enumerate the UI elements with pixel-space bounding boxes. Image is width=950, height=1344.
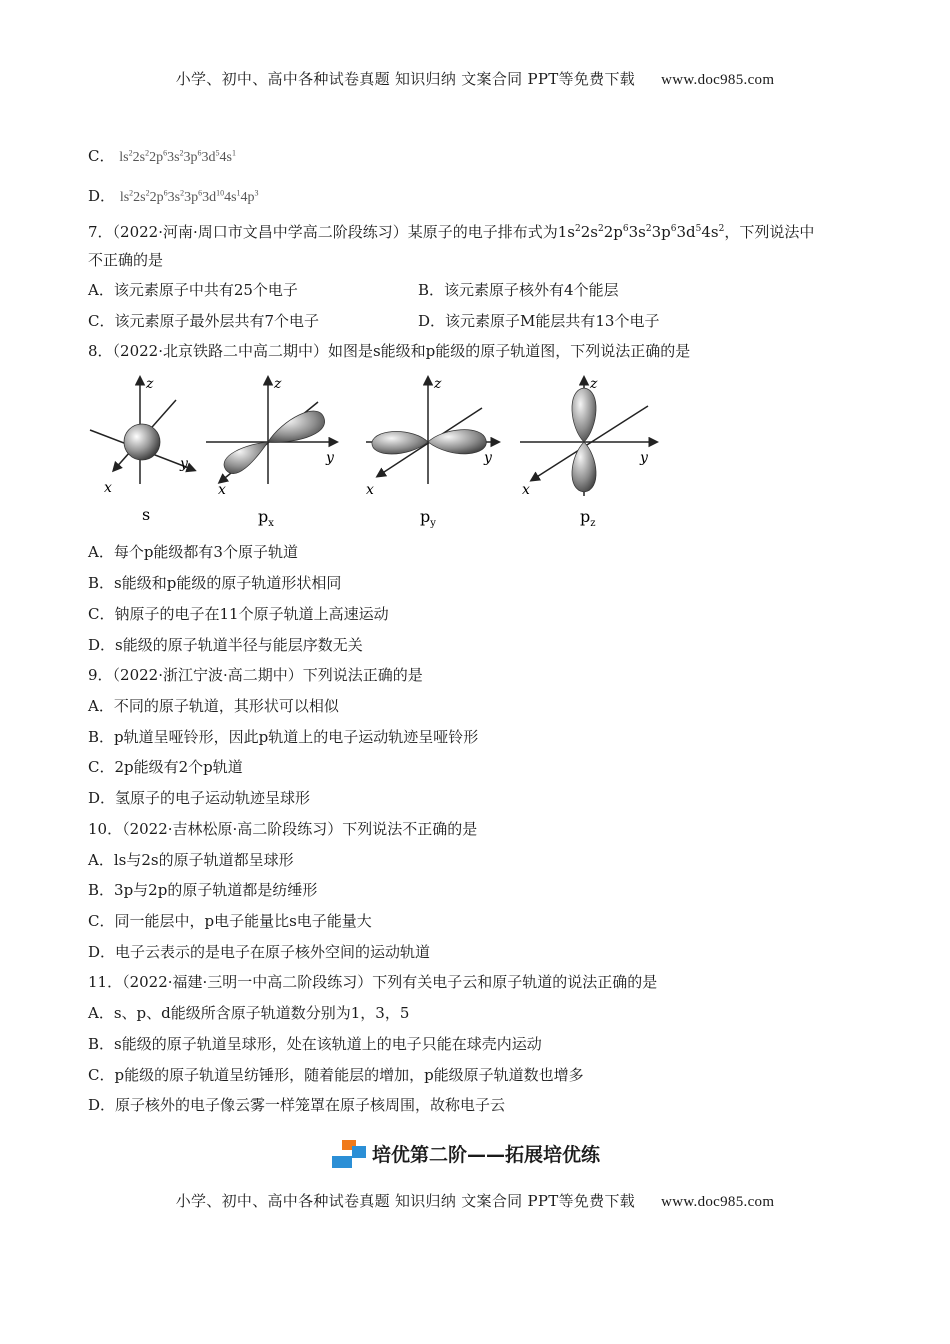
q10-stem: 10．（2022·吉林松原·高二阶段练习）下列说法不正确的是 bbox=[88, 820, 478, 838]
q9-option-d[interactable]: D．氢原子的电子运动轨迹呈球形 bbox=[88, 789, 311, 807]
q9-option-b[interactable]: B．p轨道呈哑铃形，因此p轨道上的电子运动轨迹呈哑铃形 bbox=[88, 728, 479, 746]
py-axis-z: z bbox=[434, 376, 442, 392]
pz-axis-y: y bbox=[640, 450, 648, 466]
pz-label: $p_z$ bbox=[580, 507, 596, 529]
q6-option-d[interactable]: D． $ls^22s^22p^63s^23p^63d^{10}4s^14p^3$ bbox=[88, 187, 259, 205]
pz-axis-z: z bbox=[590, 376, 598, 392]
px-orbital bbox=[206, 376, 336, 529]
q11-option-c[interactable]: C．p能级的原子轨道呈纺锤形，随着能层的增加，p能级原子轨道数也增多 bbox=[88, 1066, 584, 1084]
q11-option-a[interactable]: A．s、p、d能级所含原子轨道数分别为1，3，5 bbox=[88, 1004, 410, 1022]
py-orbital bbox=[366, 376, 498, 529]
px-axis-x: x bbox=[218, 482, 226, 498]
q8-option-a[interactable]: A．每个p能级都有3个原子轨道 bbox=[88, 543, 298, 561]
pz-orbital bbox=[520, 376, 656, 529]
s-axis-z: z bbox=[146, 376, 154, 392]
q10-option-b[interactable]: B．3p与2p的原子轨道都是纺缍形 bbox=[88, 881, 318, 899]
py-axis-x: x bbox=[366, 482, 374, 498]
q11-option-b[interactable]: B．s能级的原子轨道呈球形，处在该轨道上的电子只能在球壳内运动 bbox=[88, 1035, 542, 1053]
orbital-figure bbox=[86, 372, 666, 532]
q6-option-c-formula: $ls^22s^22p^63s^23p^63d^54s^1$ bbox=[119, 148, 236, 165]
q8-option-b[interactable]: B．s能级和p能级的原子轨道形状相同 bbox=[88, 574, 342, 592]
q9-option-c[interactable]: C．2p能级有2个p轨道 bbox=[88, 758, 243, 776]
q7-stem: 7．（2022·河南·周口市文昌中学高二阶段练习）某原子的电子排布式为$1s^22s^22p^63s^23p^63d^54s^2$，下列说法中 bbox=[88, 223, 815, 241]
s-label: s bbox=[142, 505, 151, 524]
py-label: $p_y$ bbox=[420, 507, 436, 529]
section-title: 培优第二阶——拓展培优练 bbox=[372, 1144, 601, 1166]
q6-option-c[interactable]: C． $ls^22s^22p^63s^23p^63d^54s^1$ bbox=[88, 147, 236, 165]
page-header bbox=[0, 68, 950, 89]
q10-option-c[interactable]: C．同一能层中，p电子能量比s电子能量大 bbox=[88, 912, 372, 930]
q7-option-b[interactable]: B．该元素原子核外有4个能层 bbox=[418, 281, 619, 299]
q7-option-a[interactable]: A．该元素原子中共有25个电子 bbox=[88, 281, 298, 299]
q6-option-d-formula: $ls^22s^22p^63s^23p^63d^{10}4s^14p^3$ bbox=[119, 188, 259, 205]
q7-option-c[interactable]: C．该元素原子最外层共有7个电子 bbox=[88, 312, 320, 330]
q8-stem: 8．（2022·北京铁路二中高二期中）如图是s能级和p能级的原子轨道图，下列说法正确的是 bbox=[88, 342, 691, 360]
s-axis-x: x bbox=[104, 480, 112, 496]
q11-option-d[interactable]: D．原子核外的电子像云雾一样笼罩在原子核周围，故称电子云 bbox=[88, 1096, 506, 1114]
q10-option-d[interactable]: D．电子云表示的是电子在原子核外空间的运动轨道 bbox=[88, 943, 431, 961]
py-axis-y: y bbox=[484, 450, 492, 466]
q8-option-c[interactable]: C．钠原子的电子在11个原子轨道上高速运动 bbox=[88, 605, 389, 623]
px-axis-z: z bbox=[274, 376, 282, 392]
section-logo-icon bbox=[330, 1138, 368, 1172]
q7-formula: $1s^22s^22p^63s^23p^63d^54s^2$ bbox=[557, 223, 725, 241]
s-orbital bbox=[90, 376, 194, 524]
header-url[interactable]: www.doc985.com bbox=[661, 72, 775, 88]
q7-stem-cont: 不正确的是 bbox=[88, 251, 164, 269]
s-axis-y: y bbox=[180, 456, 188, 472]
page-footer bbox=[0, 1190, 950, 1211]
q9-stem: 9．（2022·浙江宁波·高二期中）下列说法正确的是 bbox=[88, 666, 423, 684]
footer-text: 小学、初中、高中各种试卷真题 知识归纳 文案合同 PPT等免费下载 bbox=[175, 1192, 636, 1210]
pz-axis-x: x bbox=[522, 482, 530, 498]
q8-option-d[interactable]: D．s能级的原子轨道半径与能层序数无关 bbox=[88, 636, 363, 654]
px-label: $p_x$ bbox=[258, 507, 274, 529]
px-axis-y: y bbox=[326, 450, 334, 466]
footer-url[interactable]: www.doc985.com bbox=[661, 1194, 775, 1210]
q10-option-a[interactable]: A．ls与2s的原子轨道都呈球形 bbox=[88, 851, 294, 869]
q9-option-a[interactable]: A．不同的原子轨道，其形状可以相似 bbox=[88, 697, 339, 715]
header-text: 小学、初中、高中各种试卷真题 知识归纳 文案合同 PPT等免费下载 bbox=[175, 70, 636, 88]
q7-option-d[interactable]: D．该元素原子M能层共有13个电子 bbox=[418, 312, 660, 330]
q11-stem: 11．（2022·福建·三明一中高二阶段练习）下列有关电子云和原子轨道的说法正确的是 bbox=[88, 973, 658, 991]
